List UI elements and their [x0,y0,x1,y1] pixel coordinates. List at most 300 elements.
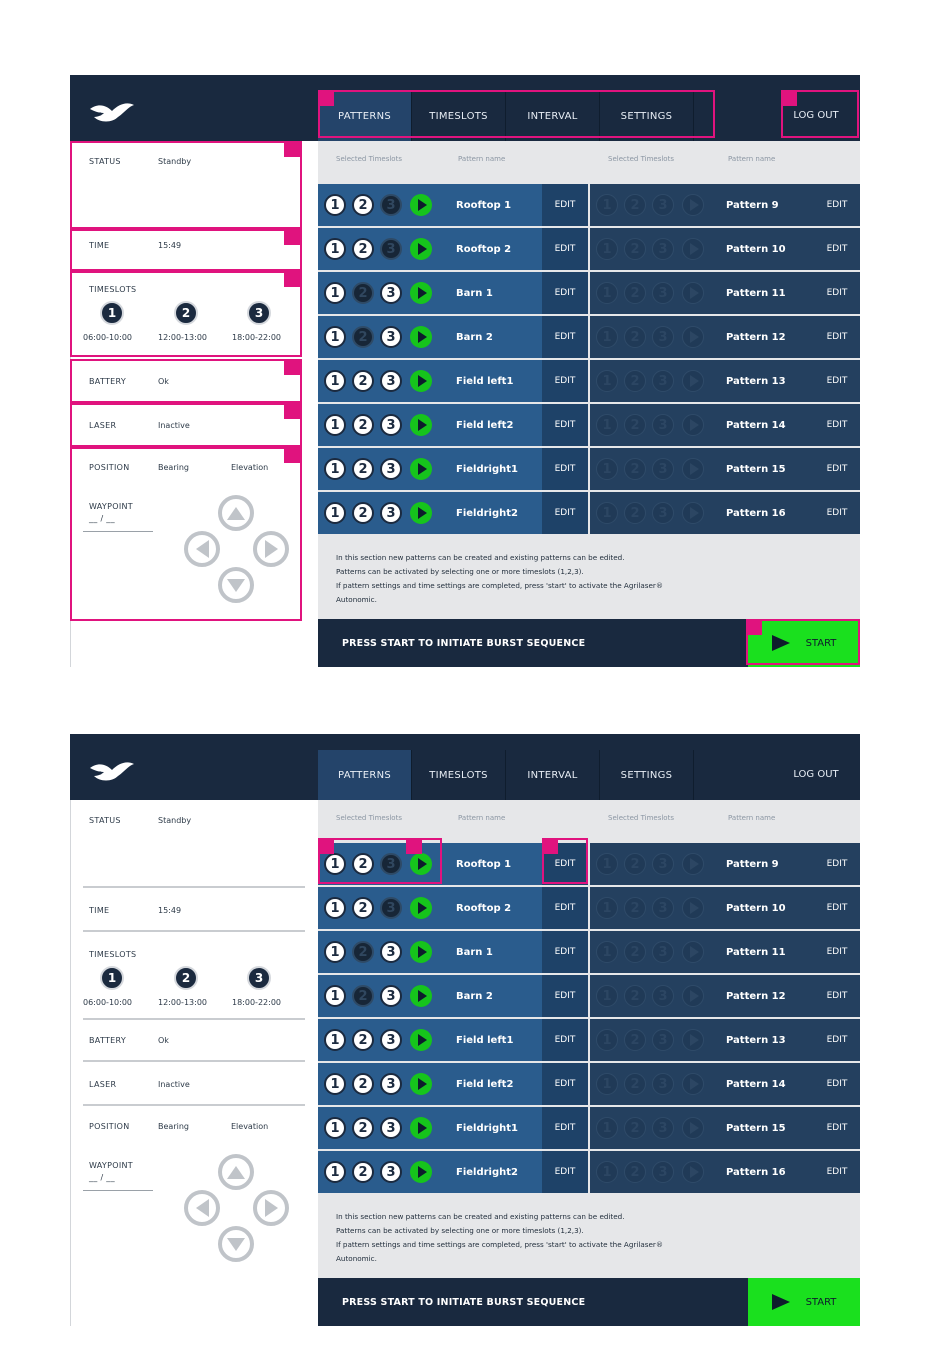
edit-button[interactable]: EDIT [542,1107,588,1149]
timeslot-2-toggle[interactable]: 2 [352,458,374,480]
col-header-selected-timeslots-left: Selected Timeslots [336,155,402,163]
timeslot-2-toggle[interactable]: 2 [352,941,374,963]
timeslot-3-toggle[interactable]: 3 [380,370,402,392]
timeslot-2-toggle[interactable]: 2 [352,897,374,919]
info-text [336,1210,846,1266]
timeslot-1-toggle[interactable]: 1 [596,502,618,524]
pattern-name: Barn 1 [456,946,493,958]
laser-value: Inactive [158,421,190,430]
pattern-cell-left [318,843,542,885]
play-icon [690,990,699,1002]
play-icon [690,419,699,431]
edit-button[interactable]: EDIT [814,272,860,314]
timeslot-2-toggle[interactable]: 2 [352,282,374,304]
timeslot-1-toggle[interactable]: 1 [596,326,618,348]
timeslot-3-toggle[interactable]: 3 [380,1117,402,1139]
timeslot-2-toggle[interactable]: 2 [624,502,646,524]
pattern-name: Pattern 9 [726,199,779,211]
edit-button[interactable]: EDIT [814,1107,860,1149]
timeslot-3-toggle[interactable]: 3 [380,941,402,963]
info-line: If pattern settings and time settings are completed, press 'start' to activate the Agrilaser® [336,581,664,590]
timeslot-2-toggle[interactable]: 2 [352,502,374,524]
pattern-cell-left [318,360,542,402]
activate-play-button[interactable] [410,194,432,216]
timeslot-1-toggle[interactable]: 1 [324,853,346,875]
arrow-left-button[interactable] [184,1190,220,1226]
play-icon [418,463,427,475]
timeslot-3-toggle[interactable]: 3 [652,1161,674,1183]
edit-button[interactable]: EDIT [542,1151,588,1193]
activate-play-button[interactable] [410,238,432,260]
activate-play-button[interactable] [682,194,704,216]
timeslot-2-toggle[interactable]: 2 [624,326,646,348]
timeslot-1-toggle[interactable]: 1 [324,1073,346,1095]
timeslot-1-toggle[interactable]: 1 [324,370,346,392]
pattern-name: Rooftop 1 [456,858,512,870]
bottom-bar [318,1278,860,1326]
timeslot-3-toggle[interactable]: 3 [652,1073,674,1095]
pattern-cell-right [590,843,814,885]
timeslot-2-toggle[interactable]: 2 [352,1161,374,1183]
timeslot-1-toggle[interactable]: 1 [324,1117,346,1139]
main-tabs [318,750,694,800]
activate-play-button[interactable] [410,502,432,524]
top-bar [70,75,860,141]
pattern-name: Pattern 14 [726,1078,786,1090]
arrow-up-button[interactable] [218,1154,254,1190]
pattern-name: Pattern 13 [726,1034,786,1046]
timeslot-3-toggle[interactable]: 3 [652,194,674,216]
timeslot-2-toggle[interactable]: 2 [624,985,646,1007]
timeslot-3-toggle[interactable]: 3 [380,1029,402,1051]
activate-play-button[interactable] [410,1161,432,1183]
timeslot-1-range: 06:00-10:00 [83,998,132,1007]
tab-timeslots[interactable]: TIMESLOTS [412,750,506,800]
timeslot-3-toggle[interactable]: 3 [380,282,402,304]
play-icon [690,243,699,255]
timeslot-2-toggle[interactable]: 2 [352,853,374,875]
play-icon [418,287,427,299]
activate-play-button[interactable] [682,282,704,304]
timeslot-3-toggle[interactable]: 3 [652,502,674,524]
pattern-row [318,1019,860,1061]
timeslot-3-toggle[interactable]: 3 [652,282,674,304]
info-line: Autonomic. [336,595,377,604]
activate-play-button[interactable] [410,282,432,304]
info-line: In this section new patterns can be created and existing patterns can be edited. [336,1212,625,1221]
waypoint-label: WAYPOINT [89,502,133,511]
edit-button[interactable]: EDIT [542,272,588,314]
timeslot-1-toggle[interactable]: 1 [324,458,346,480]
time-label: TIME [89,241,110,250]
pattern-name: Pattern 11 [726,287,786,299]
arrow-up-button[interactable] [218,495,254,531]
pattern-name: Barn 1 [456,287,493,299]
timeslot-3-toggle[interactable]: 3 [652,458,674,480]
edit-button[interactable]: EDIT [542,887,588,929]
timeslot-1-toggle[interactable]: 1 [596,941,618,963]
tab-interval[interactable]: INTERVAL [506,91,600,141]
info-line: Patterns can be activated by selecting one or more timeslots (1,2,3). [336,567,584,576]
start-label: START [805,1296,837,1308]
timeslot-2-toggle[interactable]: 2 [624,458,646,480]
pattern-cell-left [318,975,542,1017]
arrow-down-button[interactable] [218,567,254,603]
timeslot-3-toggle[interactable]: 3 [652,414,674,436]
logout-button[interactable]: LOG OUT [793,109,839,121]
activate-play-button[interactable] [410,1073,432,1095]
battery-value: Ok [158,377,169,386]
laser-label: LASER [89,1080,117,1089]
play-icon [772,1294,790,1310]
edit-button[interactable]: EDIT [542,360,588,402]
timeslot-1-toggle[interactable]: 1 [596,897,618,919]
timeslot-3-toggle[interactable]: 3 [380,458,402,480]
edit-button[interactable]: EDIT [814,492,860,534]
timeslot-3-toggle[interactable]: 3 [380,414,402,436]
timeslot-2-toggle[interactable]: 2 [624,897,646,919]
timeslot-2-range: 12:00-13:00 [158,998,207,1007]
activate-play-button[interactable] [410,1029,432,1051]
timeslot-1-toggle[interactable]: 1 [596,238,618,260]
timeslot-1-toggle[interactable]: 1 [596,282,618,304]
edit-button[interactable]: EDIT [542,843,588,885]
position-section [83,461,305,631]
timeslot-2-toggle[interactable]: 2 [624,414,646,436]
pattern-name: Pattern 10 [726,902,786,914]
pattern-row [318,448,860,490]
col-header-selected-timeslots-left: Selected Timeslots [336,814,402,822]
activate-play-button[interactable] [682,1073,704,1095]
tab-settings[interactable]: SETTINGS [600,91,694,141]
tab-patterns[interactable]: PATTERNS [318,91,412,141]
position-label: POSITION [89,1122,130,1131]
timeslot-2-toggle[interactable]: 2 [624,282,646,304]
timeslot-2-toggle[interactable]: 2 [352,326,374,348]
activate-play-button[interactable] [410,370,432,392]
patterns-panel [318,800,860,1326]
timeslot-1-toggle[interactable]: 1 [596,414,618,436]
timeslot-1-toggle[interactable]: 1 [324,282,346,304]
edit-button[interactable]: EDIT [814,448,860,490]
play-icon [690,946,699,958]
timeslot-2-toggle[interactable]: 2 [352,238,374,260]
waypoint-value: __ / __ [89,1173,115,1182]
position-section [83,1120,305,1290]
timeslot-2-toggle[interactable]: 2 [624,238,646,260]
timeslot-3-toggle[interactable]: 3 [652,1117,674,1139]
timeslots-label: TIMESLOTS [89,950,137,959]
activate-play-button[interactable] [682,370,704,392]
timeslot-1-toggle[interactable]: 1 [596,1073,618,1095]
timeslot-3-toggle[interactable]: 3 [652,238,674,260]
edit-button[interactable]: EDIT [542,975,588,1017]
pattern-name: Rooftop 2 [456,243,512,255]
time-value: 15:49 [158,241,182,250]
pattern-cell-left [318,1107,542,1149]
col-header-selected-timeslots-right: Selected Timeslots [608,814,674,822]
timeslots-label: TIMESLOTS [89,285,137,294]
timeslot-1-toggle[interactable]: 1 [596,985,618,1007]
time-label: TIME [89,906,110,915]
pattern-row [318,1063,860,1105]
main-tabs [318,91,694,141]
play-icon [418,1122,427,1134]
bearing-label: Bearing [158,1122,189,1131]
laser-label: LASER [89,421,117,430]
activate-play-button[interactable] [682,326,704,348]
battery-value: Ok [158,1036,169,1045]
arrow-down-button[interactable] [218,1226,254,1262]
arrow-right-icon [265,540,278,558]
timeslot-2-toggle[interactable]: 2 [624,853,646,875]
timeslot-2-toggle[interactable]: 2 [624,370,646,392]
pattern-name: Pattern 13 [726,375,786,387]
arrow-right-button[interactable] [253,531,289,567]
timeslot-3-toggle[interactable]: 3 [652,941,674,963]
start-button[interactable] [748,1278,860,1326]
pattern-name: Pattern 16 [726,507,786,519]
edit-button[interactable]: EDIT [814,316,860,358]
pattern-name: Field left2 [456,1078,514,1090]
bird-logo-icon [88,752,136,786]
col-header-selected-timeslots-right: Selected Timeslots [608,155,674,163]
timeslot-1-toggle[interactable]: 1 [324,1029,346,1051]
timeslot-3-icon: 3 [247,966,271,990]
timeslot-2-icon: 2 [174,301,198,325]
timeslot-3-toggle[interactable]: 3 [652,1029,674,1051]
play-icon [418,243,427,255]
edit-button[interactable]: EDIT [542,184,588,226]
timeslot-2-toggle[interactable]: 2 [624,1029,646,1051]
tab-settings[interactable]: SETTINGS [600,750,694,800]
activate-play-button[interactable] [682,985,704,1007]
tab-patterns[interactable]: PATTERNS [318,750,412,800]
activate-play-button[interactable] [410,414,432,436]
activate-play-button[interactable] [682,1117,704,1139]
pattern-row [318,1151,860,1193]
pattern-name: Field left2 [456,419,514,431]
activate-play-button[interactable] [410,941,432,963]
info-line: In this section new patterns can be created and existing patterns can be edited. [336,553,625,562]
timeslot-1-toggle[interactable]: 1 [324,897,346,919]
play-icon [690,287,699,299]
edit-button[interactable]: EDIT [814,1063,860,1105]
arrow-right-button[interactable] [253,1190,289,1226]
timeslot-3-toggle[interactable]: 3 [380,985,402,1007]
pattern-row [318,492,860,534]
timeslot-3-toggle[interactable]: 3 [380,897,402,919]
edit-button[interactable]: EDIT [814,1151,860,1193]
timeslot-3-toggle[interactable]: 3 [380,1073,402,1095]
timeslot-3-toggle[interactable]: 3 [652,985,674,1007]
elevation-label: Elevation [231,1122,269,1131]
edit-button[interactable]: EDIT [814,843,860,885]
edit-button[interactable]: EDIT [542,404,588,446]
timeslot-1-toggle[interactable]: 1 [324,414,346,436]
edit-button[interactable]: EDIT [814,184,860,226]
timeslot-1-toggle[interactable]: 1 [324,194,346,216]
activate-play-button[interactable] [682,458,704,480]
activate-play-button[interactable] [410,985,432,1007]
timeslot-3-toggle[interactable]: 3 [380,194,402,216]
tab-interval[interactable]: INTERVAL [506,750,600,800]
arrow-up-icon [227,507,245,520]
edit-button[interactable]: EDIT [814,360,860,402]
timeslot-1-toggle[interactable]: 1 [324,941,346,963]
play-icon [418,199,427,211]
timeslot-1-toggle[interactable]: 1 [324,238,346,260]
timeslot-2-toggle[interactable]: 2 [352,370,374,392]
timeslot-3-toggle[interactable]: 3 [380,853,402,875]
pattern-name: Rooftop 1 [456,199,512,211]
edit-button[interactable]: EDIT [814,404,860,446]
arrow-left-icon [196,540,209,558]
edit-button[interactable]: EDIT [814,887,860,929]
play-icon [690,199,699,211]
edit-button[interactable]: EDIT [814,228,860,270]
timeslot-1-toggle[interactable]: 1 [596,370,618,392]
timeslot-1-toggle[interactable]: 1 [596,194,618,216]
activate-play-button[interactable] [682,238,704,260]
activate-play-button[interactable] [682,1029,704,1051]
activate-play-button[interactable] [682,414,704,436]
arrow-left-button[interactable] [184,531,220,567]
edit-button[interactable]: EDIT [542,228,588,270]
timeslot-1-toggle[interactable]: 1 [324,1161,346,1183]
divider [83,1060,305,1062]
pattern-cell-left [318,1019,542,1061]
timeslot-2-toggle[interactable]: 2 [624,941,646,963]
timeslot-3-toggle[interactable]: 3 [380,238,402,260]
col-header-pattern-name-left: Pattern name [458,814,506,822]
edit-button[interactable]: EDIT [814,1019,860,1061]
pattern-row [318,184,860,226]
activate-play-button[interactable] [682,1161,704,1183]
waypoint-underline [83,1190,153,1191]
timeslot-3-range: 18:00-22:00 [232,998,281,1007]
timeslot-3-toggle[interactable]: 3 [652,897,674,919]
timeslot-2-toggle[interactable]: 2 [624,1117,646,1139]
timeslot-2-toggle[interactable]: 2 [624,194,646,216]
start-button[interactable] [748,619,860,667]
col-header-pattern-name-left: Pattern name [458,155,506,163]
edit-button[interactable]: EDIT [814,931,860,973]
activate-play-button[interactable] [410,458,432,480]
activate-play-button[interactable] [410,897,432,919]
timeslot-1-toggle[interactable]: 1 [596,458,618,480]
tab-timeslots[interactable]: TIMESLOTS [412,91,506,141]
activate-play-button[interactable] [682,897,704,919]
timeslot-1-range: 06:00-10:00 [83,333,132,342]
pattern-row [318,887,860,929]
position-label: POSITION [89,463,130,472]
col-header-pattern-name-right: Pattern name [728,814,776,822]
timeslot-1-toggle[interactable]: 1 [324,502,346,524]
timeslot-2-toggle[interactable]: 2 [624,1161,646,1183]
waypoint-underline [83,531,153,532]
activate-play-button[interactable] [682,941,704,963]
edit-button[interactable]: EDIT [542,1019,588,1061]
pattern-name: Pattern 12 [726,331,786,343]
timeslot-2-icon: 2 [174,966,198,990]
time-section [83,239,305,259]
pattern-cell-left [318,931,542,973]
burst-instruction: PRESS START TO INITIATE BURST SEQUENCE [342,1296,586,1308]
status-label: STATUS [89,157,121,166]
edit-button[interactable]: EDIT [542,492,588,534]
pattern-name: Pattern 16 [726,1166,786,1178]
edit-button[interactable]: EDIT [542,316,588,358]
timeslot-2-toggle[interactable]: 2 [352,1073,374,1095]
timeslot-1-toggle[interactable]: 1 [324,985,346,1007]
pattern-name: Pattern 9 [726,858,779,870]
timeslot-3-toggle[interactable]: 3 [380,1161,402,1183]
timeslot-1-toggle[interactable]: 1 [596,1161,618,1183]
activate-play-button[interactable] [682,502,704,524]
timeslot-3-toggle[interactable]: 3 [380,502,402,524]
burst-instruction: PRESS START TO INITIATE BURST SEQUENCE [342,637,586,649]
edit-button[interactable]: EDIT [542,448,588,490]
timeslot-2-toggle[interactable]: 2 [352,985,374,1007]
pattern-cell-left [318,887,542,929]
timeslot-1-toggle[interactable]: 1 [596,853,618,875]
pattern-row [318,404,860,446]
play-icon [690,1034,699,1046]
activate-play-button[interactable] [410,1117,432,1139]
timeslot-2-toggle[interactable]: 2 [352,414,374,436]
edit-button[interactable]: EDIT [814,975,860,1017]
play-icon [418,902,427,914]
battery-section [83,375,305,395]
activate-play-button[interactable] [410,326,432,348]
activate-play-button[interactable] [410,853,432,875]
play-icon [418,946,427,958]
pattern-row [318,228,860,270]
timeslot-3-toggle[interactable]: 3 [380,326,402,348]
timeslot-2-toggle[interactable]: 2 [352,1029,374,1051]
timeslot-1-toggle[interactable]: 1 [596,1029,618,1051]
laser-section [83,419,305,439]
time-value: 15:49 [158,906,182,915]
top-bar [70,734,860,800]
timeslot-3-toggle[interactable]: 3 [652,370,674,392]
pattern-name: Fieldright2 [456,507,519,519]
play-icon [418,507,427,519]
timeslot-2-toggle[interactable]: 2 [624,1073,646,1095]
timeslot-3-toggle[interactable]: 3 [652,326,674,348]
timeslot-1-toggle[interactable]: 1 [324,326,346,348]
screen-annotated-row [70,734,860,1326]
edit-button[interactable]: EDIT [542,1063,588,1105]
timeslot-1-icon: 1 [100,966,124,990]
activate-play-button[interactable] [682,853,704,875]
timeslot-3-toggle[interactable]: 3 [652,853,674,875]
logout-button[interactable]: LOG OUT [793,768,839,780]
status-value: Standby [158,157,192,166]
timeslot-2-toggle[interactable]: 2 [352,1117,374,1139]
play-icon [690,902,699,914]
timeslot-1-toggle[interactable]: 1 [596,1117,618,1139]
pattern-name: Pattern 15 [726,463,786,475]
battery-section [83,1034,305,1054]
time-section [83,904,305,924]
pattern-cell-left [318,228,542,270]
pattern-cell-left [318,1063,542,1105]
timeslot-2-toggle[interactable]: 2 [352,194,374,216]
screen-annotated-sidebar [70,75,860,667]
edit-button[interactable]: EDIT [542,931,588,973]
